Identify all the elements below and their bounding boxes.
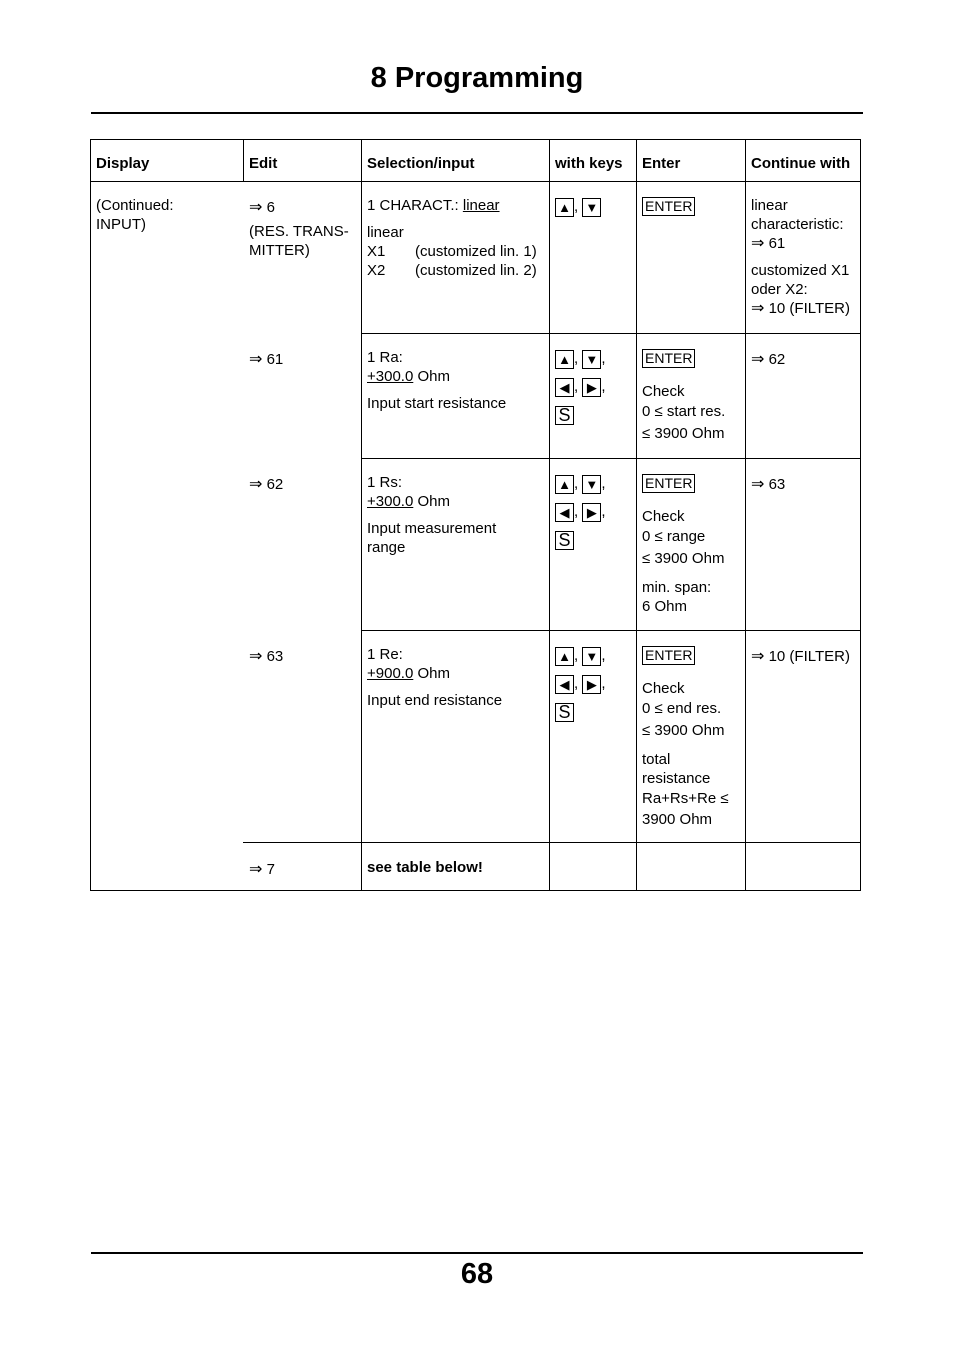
down-arrow-key-icon: ▼: [582, 475, 601, 494]
page-number: 68: [460, 1258, 494, 1290]
arrow-icon: ⇒: [249, 199, 263, 216]
s-key-icon: S: [555, 406, 574, 425]
right-arrow-key-icon: ▶: [582, 675, 601, 694]
keys-cell: ▲ , ▼: [550, 190, 636, 223]
table-border-left: [90, 139, 91, 891]
up-arrow-key-icon: ▲: [555, 647, 574, 666]
enter-cell: [637, 192, 745, 216]
arrow-icon: ⇒: [249, 351, 263, 368]
right-arrow-key-icon: ▶: [582, 378, 601, 397]
selection-cell: 1 Rs: +300.0 Ohm Input measurement range: [367, 474, 497, 556]
enter-cell: ENTER Check 0 ≤ end res. ≤ 3900 Ohm total resistance Ra+Rs+Re ≤ 3900 Ohm: [642, 647, 729, 828]
selection-cell: see table below!: [367, 859, 483, 876]
down-arrow-key-icon: ▼: [582, 198, 601, 217]
continue-cell: ⇒ 63: [751, 476, 786, 493]
header-continue: Continue with: [751, 155, 851, 172]
s-key-icon: S: [555, 531, 574, 550]
continue-cell: ⇒ 10 (FILTER): [751, 648, 850, 665]
arrow-icon: ⇒: [751, 351, 765, 368]
up-arrow-key-icon: ▲: [555, 198, 574, 217]
row-divider: [361, 630, 861, 631]
header-edit: Edit: [249, 155, 278, 172]
down-arrow-key-icon: ▼: [582, 350, 601, 369]
s-key-icon: S: [555, 703, 574, 722]
right-arrow-key-icon: ▶: [582, 503, 601, 522]
enter-key-icon: ENTER: [642, 646, 695, 665]
keys-cell: ▲ , ▼ , ◀ , ▶ , S: [550, 342, 636, 431]
enter-key-icon: ENTER: [642, 197, 695, 216]
down-arrow-key-icon: ▼: [582, 647, 601, 666]
up-arrow-key-icon: ▲: [555, 350, 574, 369]
left-arrow-key-icon: ◀: [555, 675, 574, 694]
row-divider: [361, 333, 861, 334]
arrow-icon: ⇒: [249, 861, 263, 878]
continue-cell: linear characteristic: ⇒ 61 customized X1 oder X2: ⇒ 10 (FILTER): [751, 197, 850, 317]
header-keys: with keys: [555, 155, 623, 172]
header-enter: Enter: [642, 155, 681, 172]
header-display: Display: [96, 155, 150, 172]
left-arrow-key-icon: ◀: [555, 503, 574, 522]
row-divider: [243, 842, 861, 843]
header-divider: [90, 181, 861, 182]
up-arrow-key-icon: ▲: [555, 475, 574, 494]
edit-cell: ⇒ 6 (RES. TRANS-MITTER): [244, 193, 361, 260]
selection-cell: 1 Re: +900.0 Ohm Input end resistance: [367, 646, 503, 709]
enter-cell: ENTER Check 0 ≤ start res. ≤ 3900 Ohm: [642, 350, 726, 442]
keys-cell: ▲ , ▼ , ◀ , ▶ , S: [550, 467, 636, 556]
arrow-icon: ⇒: [249, 476, 263, 493]
edit-cell: ⇒ 62: [249, 476, 284, 493]
arrow-icon: ⇒: [751, 235, 765, 252]
display-text: (Continued: INPUT): [96, 197, 174, 233]
edit-note: (RES. TRANS-MITTER): [249, 223, 349, 259]
bottom-rule: [91, 1252, 863, 1254]
row-divider: [361, 458, 861, 459]
arrow-icon: ⇒: [249, 648, 263, 665]
enter-key-icon: ENTER: [642, 474, 695, 493]
continue-cell: ⇒ 62: [751, 351, 786, 368]
arrow-icon: ⇒: [751, 300, 765, 317]
edit-cell: ⇒ 61: [249, 351, 284, 368]
selection-cell: 1 CHARACT.: linear linear X1 (customized lin. 1) X2 (customized lin. 2): [367, 197, 537, 279]
left-arrow-key-icon: ◀: [555, 378, 574, 397]
edit-cell: ⇒ 63: [249, 648, 284, 665]
arrow-icon: ⇒: [751, 648, 765, 665]
header-selection: Selection/input: [367, 155, 475, 172]
arrow-icon: ⇒: [751, 476, 765, 493]
enter-key-icon: ENTER: [642, 349, 695, 368]
enter-cell: ENTER Check 0 ≤ range ≤ 3900 Ohm min. span: 6 Ohm: [642, 475, 725, 615]
keys-cell: ▲ , ▼ , ◀ , ▶ , S: [550, 639, 636, 728]
top-rule: [91, 112, 863, 114]
page-title: 8 Programming: [370, 62, 584, 94]
selection-cell: 1 Ra: +300.0 Ohm Input start resistance: [367, 349, 507, 412]
edit-cell: ⇒ 7: [249, 861, 275, 878]
